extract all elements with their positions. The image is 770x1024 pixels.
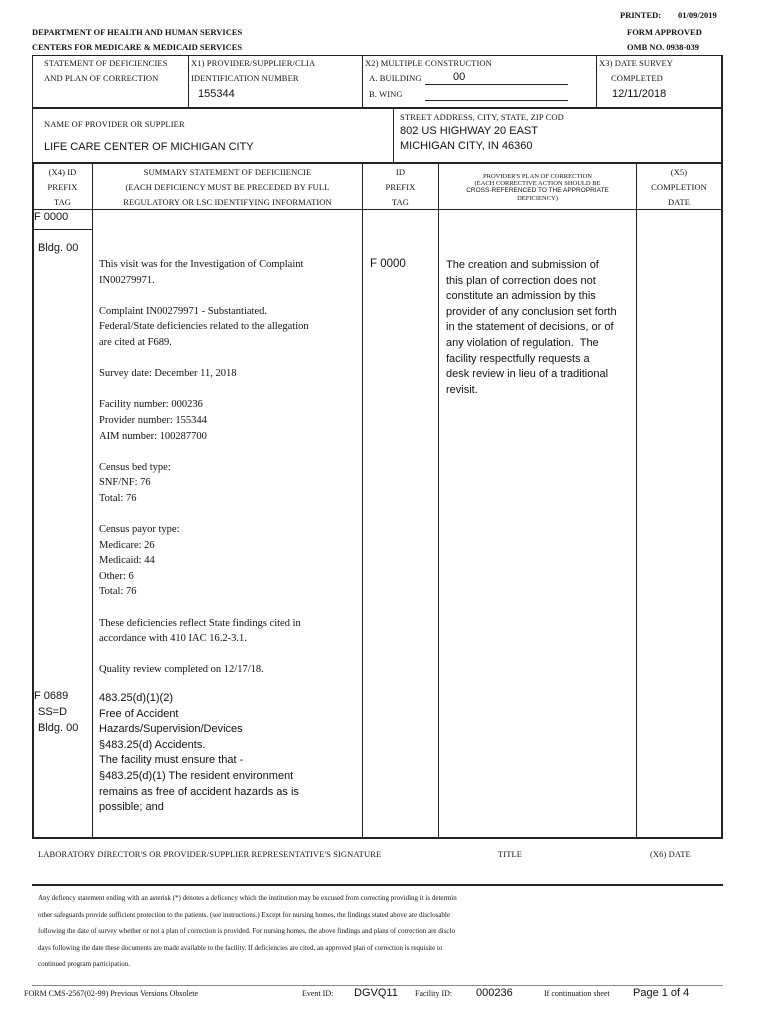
- completed-label: COMPLETED: [611, 73, 663, 83]
- x5-header-1: (X5): [670, 167, 688, 177]
- bldg-00: Bldg. 00: [38, 242, 79, 254]
- form-approved: FORM APPROVED: [627, 27, 702, 37]
- bldg-00-second: Bldg. 00: [38, 722, 79, 734]
- divider: [32, 837, 723, 839]
- provider-id-value: 155344: [198, 88, 235, 100]
- wing-underline: [425, 100, 568, 101]
- lab-director-signature-label: LABORATORY DIRECTOR'S OR PROVIDER/SUPPLIER REPRESENTATIVE'S SIGNATURE: [38, 849, 382, 859]
- summary-statement-2: 483.25(d)(1)(2) Free of Accident Hazards/Supervision/Devices §483.25(d) Accidents. The facility must ensure that - §483.25(d)(1) The resident environment remains as free of accident hazards as is possible; and: [99, 692, 299, 814]
- id-header-1: ID: [395, 167, 406, 177]
- x5-header-3: DATE: [667, 197, 691, 207]
- x4-header-2: PREFIX: [47, 182, 78, 192]
- divider: [32, 985, 723, 986]
- centers-title: CENTERS FOR MEDICARE & MEDICAID SERVICES: [32, 42, 243, 52]
- building-value: 00: [453, 71, 466, 83]
- statement-label: STATEMENT OF DEFICIENCIES: [44, 58, 168, 68]
- multiple-construction-label: X2) MULTIPLE CONSTRUCTION: [365, 58, 492, 68]
- plan-header-4: DEFICIENCY): [517, 195, 558, 202]
- event-id-label: Event ID:: [302, 989, 334, 998]
- page-number: Page 1 of 4: [633, 987, 690, 999]
- divider: [92, 162, 93, 839]
- tag-f0000: F 0000: [34, 211, 69, 223]
- id-tag-f0000: F 0000: [370, 258, 406, 270]
- omb-number: OMB NO. 0938-039: [627, 42, 700, 52]
- form-number: FORM CMS-2567(02-99) Previous Versions Obsolete: [24, 989, 199, 998]
- building-underline: [425, 84, 568, 85]
- divider: [636, 162, 637, 839]
- divider: [362, 55, 363, 108]
- summary-header-3: REGULATORY OR LSC IDENTIFYING INFORMATION: [123, 197, 332, 207]
- plan-header-1: PROVIDER'S PLAN OF CORRECTION: [483, 173, 592, 180]
- wing-label: B. WING: [369, 89, 403, 99]
- provider-name-label: NAME OF PROVIDER OR SUPPLIER: [44, 119, 185, 129]
- divider: [32, 107, 723, 109]
- summary-header-2: (EACH DEFICIENCY MUST BE PRECEDED BY FULL: [125, 182, 330, 192]
- provider-name-value: LIFE CARE CENTER OF MICHIGAN CITY: [44, 141, 254, 153]
- id-header-2: PREFIX: [385, 182, 416, 192]
- x6-date-label: (X6) DATE: [650, 849, 691, 859]
- printed-date: 01/09/2019: [678, 10, 717, 20]
- facility-id-label: Facility ID:: [415, 989, 453, 998]
- facility-id-value: 000236: [476, 987, 513, 999]
- x4-header-3: TAG: [53, 197, 72, 207]
- provider-id-label: X1) PROVIDER/SUPPLIER/CLIA: [191, 58, 316, 68]
- provider-id-label-2: IDENTIFICATION NUMBER: [191, 73, 299, 83]
- divider: [393, 107, 394, 164]
- divider: [721, 55, 723, 164]
- survey-date-value: 12/11/2018: [612, 88, 667, 100]
- divider: [32, 55, 723, 56]
- divider: [438, 162, 439, 839]
- plan-of-correction-1: The creation and submission of this plan of correction does not constitute an admission by this provider of any conclusion set forth in the statement of decisions, or of any violation of regulation. The facility respectfully requests a desk review in lieu of a traditional revisit.: [446, 259, 617, 396]
- divider: [721, 162, 723, 839]
- date-survey-label: X3) DATE SURVEY: [599, 58, 674, 68]
- tag-f0689: F 0689: [34, 690, 69, 702]
- address-line-1: 802 US HIGHWAY 20 EAST: [400, 125, 538, 137]
- divider: [596, 55, 597, 108]
- building-label: A. BUILDING: [369, 73, 422, 83]
- title-label: TITLE: [498, 849, 523, 859]
- divider: [32, 107, 33, 164]
- divider: [362, 162, 363, 839]
- id-header-3: TAG: [391, 197, 410, 207]
- summary-header-1: SUMMARY STATEMENT OF DEFICIIENCIE: [143, 167, 312, 177]
- x4-header-1: (X4) ID: [48, 167, 77, 177]
- printed-label: PRINTED:: [620, 10, 662, 20]
- continuation-sheet-label: If continuation sheet: [544, 989, 610, 998]
- plan-header-3: CROSS-REFERENCED TO THE APPROPRIATE: [466, 187, 609, 194]
- divider: [188, 55, 189, 108]
- divider: [32, 884, 723, 886]
- disclaimer-footnote: Any defiency statement ending with an asterisk (*) denotes a deficency which the institution may be excused from correcting providing it is determin other safeguards provide sufficient protection to the patients. (see instructions.) Except for nursing homes, the findings stated above are disclosable following the date of survey whether or not a plan of correction is provided. For nursing homes, the above findings and plans of correction are disclo days following the date these documents are made available to the facility. If deficiencies are cited, an approved plan of correction is requisite to continued program participation.: [38, 894, 457, 968]
- statement-label-2: AND PLAN OF CORRECTION: [44, 73, 159, 83]
- plan-header-2: (EACH CORRECTIVE ACTION SHOULD BE: [474, 180, 601, 187]
- address-label: STREET ADDRESS, CITY, STATE, ZIP COD: [400, 112, 564, 122]
- divider: [32, 162, 723, 164]
- address-line-2: MICHIGAN CITY, IN 46360: [400, 140, 533, 152]
- summary-statement-1: This visit was for the Investigation of Complaint IN00279971. Complaint IN00279971 - Substantiated. Federal/State deficiencies related to the allegation are cited at F689. Survey date: December 11, 2018 Facility number: 000236 Provider number: 155344 AIM number: 100287700 Census bed type: SNF/NF: 76 Total: 76 Census payor type: Medicare: 26 Medicaid: 44 Other: 6 Total: 76 These deficiencies reflect State findings cited in accordance with 410 IAC 16.2-3.1. Quality review completed on 12/17/18.: [99, 259, 309, 676]
- scope-severity: SS=D: [38, 706, 68, 718]
- divider: [32, 162, 34, 839]
- tag-divider: [32, 229, 93, 230]
- department-title: DEPARTMENT OF HEALTH AND HUMAN SERVICES: [32, 27, 243, 37]
- divider: [32, 55, 33, 108]
- divider: [32, 209, 723, 210]
- x5-header-2: COMPLETION: [651, 182, 707, 192]
- event-id-value: DGVQ11: [354, 987, 398, 999]
